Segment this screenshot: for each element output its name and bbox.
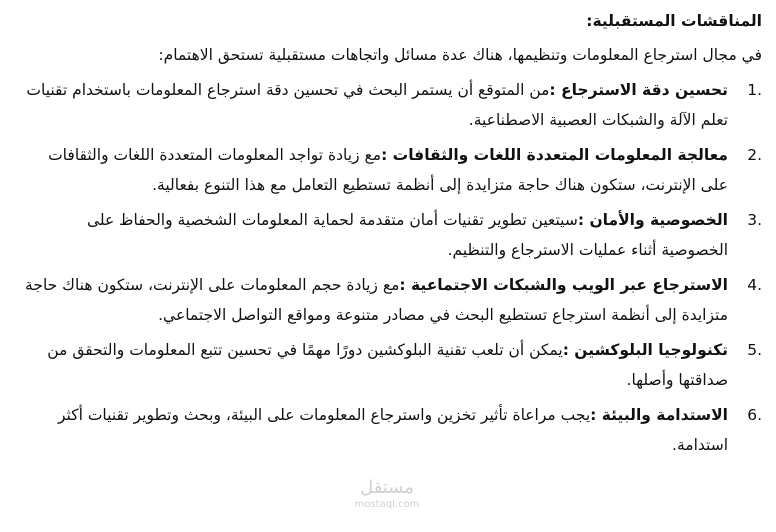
item-term: تحسين دقة الاسترجاع : — [549, 81, 728, 99]
item-body — [20, 400, 728, 460]
item-number: 6. — [747, 406, 762, 424]
watermark-arabic: مستقل — [360, 477, 414, 498]
item-number: 4. — [747, 276, 762, 294]
item-term: الاسترجاع عبر الويب والشبكات الاجتماعية : — [399, 276, 728, 294]
item-body — [20, 205, 728, 265]
list-item — [20, 400, 762, 460]
item-number: 3. — [747, 211, 762, 229]
intro-paragraph: في مجال استرجاع المعلومات وتنظيمها، هناك عدة مسائل واتجاهات مستقبلية تستحق الاهتمام: — [158, 46, 762, 64]
item-term: الاستدامة والبيئة : — [590, 406, 728, 424]
item-number: 2. — [747, 146, 762, 164]
item-body — [20, 335, 728, 395]
list-item — [20, 270, 762, 330]
watermark — [342, 478, 432, 512]
item-term: معالجة المعلومات المتعددة اللغات والثقافات : — [381, 146, 728, 164]
item-term: تكنولوجيا البلوكشين : — [562, 341, 728, 359]
list-item — [20, 205, 762, 265]
item-text: مع زيادة حجم المعلومات على الإنترنت، ستكون هناك حاجة متزايدة إلى أنظمة استرجاع تستطيع البحث في مصادر متنوعة ومواقع التواصل الاجتماعي. — [25, 276, 728, 324]
item-number: 5. — [747, 341, 762, 359]
item-text: سيتعين تطوير تقنيات أمان متقدمة لحماية المعلومات الشخصية والحفاظ على الخصوصية أثناء عمليات الاسترجاع والتنظيم. — [86, 211, 728, 259]
item-body — [20, 270, 728, 330]
list-item — [20, 140, 762, 200]
item-number: 1. — [747, 81, 762, 99]
watermark-latin: mostaql.com — [354, 499, 420, 510]
item-text: يمكن أن تلعب تقنية البلوكشين دورًا مهمًا في تحسين تتبع المعلومات والتحقق من صداقتها وأصلها. — [47, 341, 728, 389]
item-term: الخصوصية والأمان : — [577, 211, 728, 229]
item-text: يجب مراعاة تأثير تخزين واسترجاع المعلومات على البيئة، وبحث وتطوير تقنيات أكثر استدامة. — [58, 406, 728, 454]
item-body — [20, 140, 728, 200]
list-item — [20, 75, 762, 135]
item-body — [20, 75, 728, 135]
item-text: مع زيادة تواجد المعلومات المتعددة اللغات والثقافات على الإنترنت، ستكون هناك حاجة متزايدة إلى أنظمة تستطيع التعامل مع هذا التنوع بفعالية. — [48, 146, 728, 194]
list-item — [20, 335, 762, 395]
item-text: من المتوقع أن يستمر البحث في تحسين دقة استرجاع المعلومات باستخدام تقنيات تعلم الآلة والشبكات العصبية الاصطناعية. — [26, 81, 728, 129]
section-heading: المناقشات المستقبلية: — [586, 12, 762, 30]
document — [20, 6, 762, 460]
